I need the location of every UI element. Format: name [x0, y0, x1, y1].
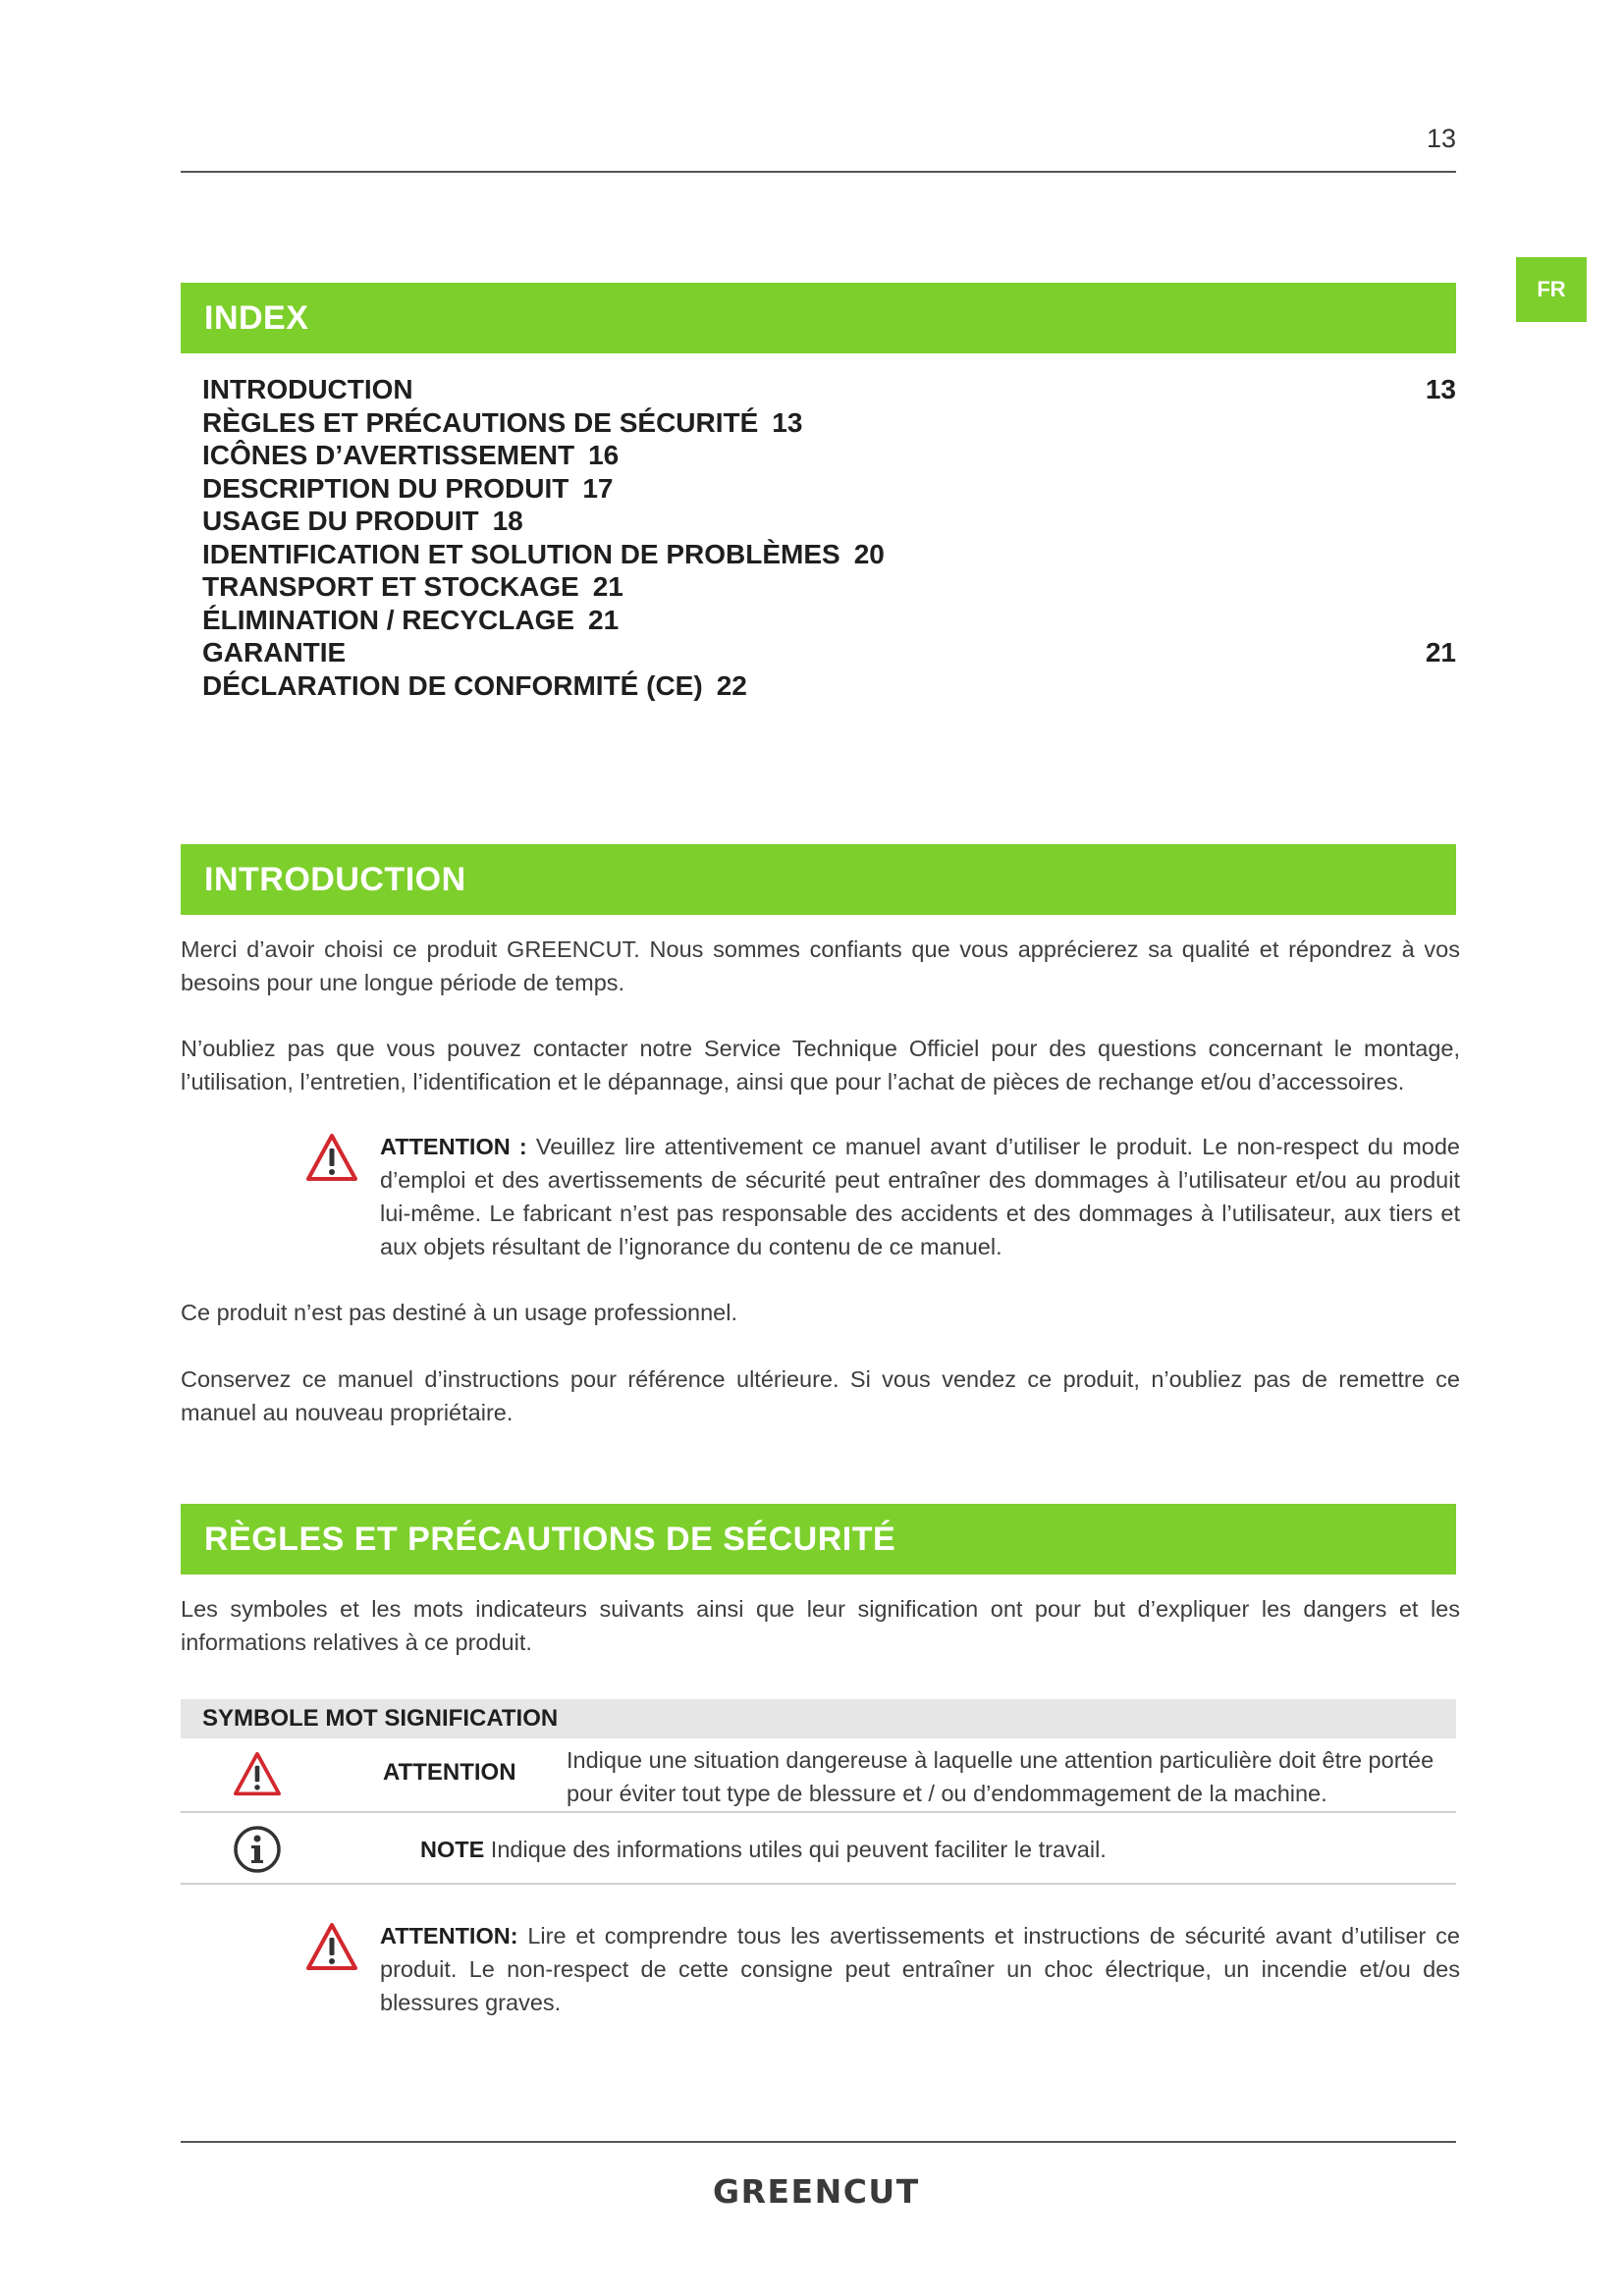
toc-item-page: 22	[716, 669, 747, 701]
toc-item-label: GARANTIE	[202, 637, 347, 667]
toc-item[interactable]	[202, 538, 1456, 571]
language-tab: FR	[1516, 257, 1587, 322]
introduction-title: INTRODUCTION	[181, 844, 1456, 915]
toc-item-label: USAGE DU PRODUIT	[202, 506, 479, 536]
toc-item[interactable]	[202, 505, 1456, 538]
toc-item-label: IDENTIFICATION ET SOLUTION DE PROBLÈMES	[202, 538, 840, 569]
toc-item-page: 21	[592, 571, 623, 602]
toc-item[interactable]	[202, 570, 1456, 604]
symbol-table-row	[181, 1813, 1456, 1885]
intro-paragraph: Ce produit n’est pas destiné à un usage professionnel.	[181, 1300, 737, 1325]
toc-item[interactable]	[202, 604, 1456, 637]
brand-logo: GREENCUT	[713, 2172, 920, 2211]
symbol-word: NOTE	[420, 1837, 485, 1862]
info-circle-icon	[232, 1824, 283, 1875]
warning-triangle-icon	[304, 1921, 359, 1972]
toc-item[interactable]	[202, 669, 1456, 703]
toc-item-page: 16	[588, 440, 620, 470]
warning-triangle-icon	[304, 1132, 359, 1183]
toc-item-label: ICÔNES D’AVERTISSEMENT	[202, 440, 575, 470]
toc-item-page: 21	[588, 604, 620, 635]
warning-triangle-icon	[232, 1750, 283, 1797]
page-number: 13	[1426, 124, 1456, 153]
top-divider	[181, 171, 1456, 173]
toc-item-page: 20	[853, 538, 885, 569]
toc-item-label: DESCRIPTION DU PRODUIT	[202, 472, 569, 504]
toc-item[interactable]	[202, 439, 1456, 472]
toc-item[interactable]	[202, 472, 1456, 506]
warning-text	[380, 1919, 1460, 2019]
warning-label: ATTENTION:	[380, 1923, 518, 1949]
symbol-word: ATTENTION	[383, 1759, 516, 1786]
safety-intro: Les symboles et les mots indicateurs suivants ainsi que leur signification ont pour but d’expliquer les dangers et les informations relatives à ce produit.	[181, 1596, 1460, 1655]
toc-item-page: 13	[1425, 374, 1456, 404]
toc-item-label: ÉLIMINATION / RECYCLAGE	[202, 604, 575, 635]
table-of-contents	[202, 373, 1456, 702]
toc-item-page: 13	[772, 406, 803, 438]
intro-paragraph: Merci d’avoir choisi ce produit GREENCUT. Nous sommes confiants que vous apprécierez sa qualité et répondrez à vos besoins pour une longue période de temps.	[181, 936, 1460, 995]
toc-item-page: 18	[492, 506, 523, 536]
index-title: INDEX	[181, 283, 1456, 353]
intro-paragraph: Conservez ce manuel d’instructions pour référence ultérieure. Si vous vendez ce produit, n’oubliez pas de remettre ce manuel au nouveau propriétaire.	[181, 1366, 1460, 1425]
symbol-table-header: SYMBOLE MOT SIGNIFICATION	[181, 1699, 1456, 1738]
toc-item-label: DÉCLARATION DE CONFORMITÉ (CE)	[202, 669, 703, 701]
warning-label: ATTENTION :	[380, 1134, 527, 1159]
toc-item[interactable]	[202, 636, 1456, 669]
intro-paragraph: N’oubliez pas que vous pouvez contacter notre Service Technique Officiel pour des questions concernant le montage, l’utilisation, l’entretien, l’identification et le dépannage, ainsi que pour l’achat de pièces de rechange et/ou d’accessoires.	[181, 1036, 1460, 1095]
toc-item-label: TRANSPORT ET STOCKAGE	[202, 571, 579, 602]
toc-item-label: INTRODUCTION	[202, 374, 413, 404]
symbol-description: Indique une situation dangereuse à laquelle une attention particulière doit être portée pour éviter tout type de blessure et / ou d’endommagement de la machine.	[567, 1747, 1435, 1806]
symbol-table-row	[181, 1738, 1456, 1813]
toc-item-page: 21	[1425, 637, 1456, 667]
toc-item[interactable]	[202, 406, 1456, 440]
toc-item-label: RÈGLES ET PRÉCAUTIONS DE SÉCURITÉ	[202, 406, 759, 438]
warning-body: Veuillez lire attentivement ce manuel avant d’utiliser le produit. Le non-respect du mode d’emploi et des avertissements de sécurité peut entraîner des dommages à l’utilisateur et/ou au produit lui-même. Le fabricant n’est pas responsable des accidents et des dommages à l’utilisateur, aux tiers et aux objets résultant de l’ignorance du contenu de ce manuel.	[380, 1134, 1460, 1259]
warning-body: Lire et comprendre tous les avertissements et instructions de sécurité avant d’utiliser ce produit. Le non-respect de cette consigne peut entraîner un choc électrique, un incendie et/ou des blessures graves.	[380, 1923, 1460, 2015]
bottom-divider	[181, 2141, 1456, 2143]
symbol-description	[420, 1833, 1402, 1866]
warning-text	[380, 1130, 1460, 1263]
symbol-description-text: Indique des informations utiles qui peuvent faciliter le travail.	[484, 1837, 1107, 1862]
safety-title: RÈGLES ET PRÉCAUTIONS DE SÉCURITÉ	[181, 1504, 1456, 1575]
toc-item[interactable]	[202, 373, 1456, 406]
toc-item-page: 17	[582, 472, 614, 504]
